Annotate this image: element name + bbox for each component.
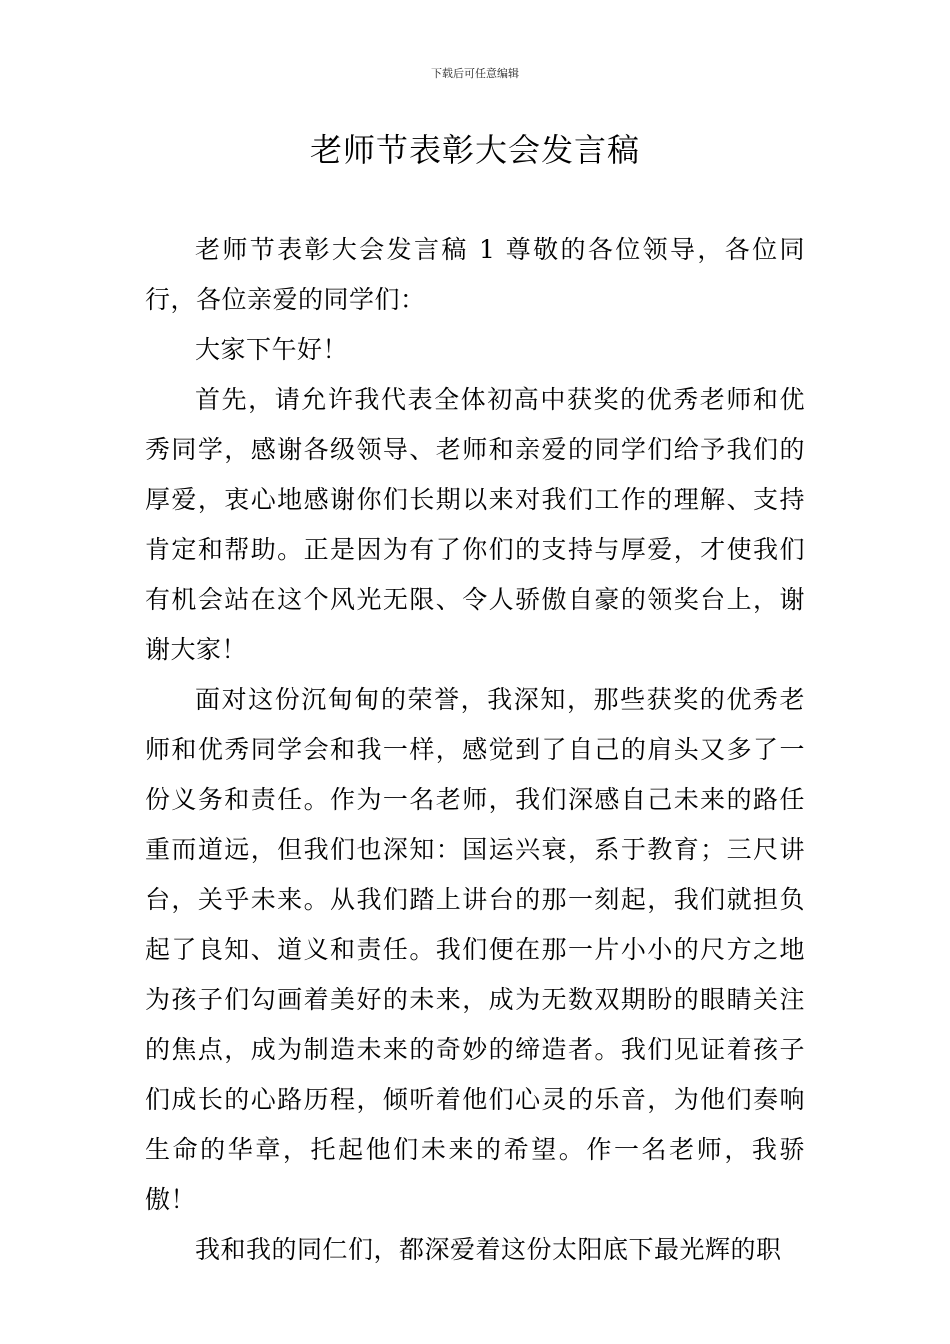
- header-note: 下载后可任意编辑: [431, 67, 519, 80]
- paragraph-good-afternoon: 大家下午好！: [195, 335, 349, 364]
- paragraph-colleagues: 我和我的同仁们，都深爱着这份太阳底下最光辉的职: [195, 1235, 782, 1264]
- document-title: 老师节表彰大会发言稿: [309, 131, 640, 169]
- paragraph-honor: 面对这份沉甸甸的荣誉，我深知，那些获奖的优秀老师和优秀同学会和我一样，感觉到了自己的肩头又多了一份义务和责任。作为一名老师，我们深感自己未来的路任重而道远，但我们也深知：国运兴衰，系于教育；三尺讲台，关乎未来。从我们踏上讲台的那一刻起，我们就担负起了良知、道义和责任。我们便在那一片小小的尺方之地为孩子们勾画着美好的未来，成为无数双期盼的眼睛关注的焦点，成为制造未来的奇妙的缔造者。我们见证着孩子们成长的心路历程，倾听着他们心灵的乐音，为他们奏响生命的华章，托起他们未来的希望。作一名老师，我骄傲！: [145, 685, 805, 1214]
- paragraph-thanks: 首先，请允许我代表全体初高中获奖的优秀老师和优秀同学，感谢各级领导、老师和亲爱的同学们给予我们的厚爱，衷心地感谢你们长期以来对我们工作的理解、支持肯定和帮助。正是因为有了你们的支持与厚爱，才使我们有机会站在这个风光无限、令人骄傲自豪的领奖台上，谢谢大家！: [145, 385, 805, 664]
- document-body: [145, 225, 805, 1275]
- paragraph-greeting: 老师节表彰大会发言稿 1 尊敬的各位领导，各位同行，各位亲爱的同学们：: [145, 235, 805, 314]
